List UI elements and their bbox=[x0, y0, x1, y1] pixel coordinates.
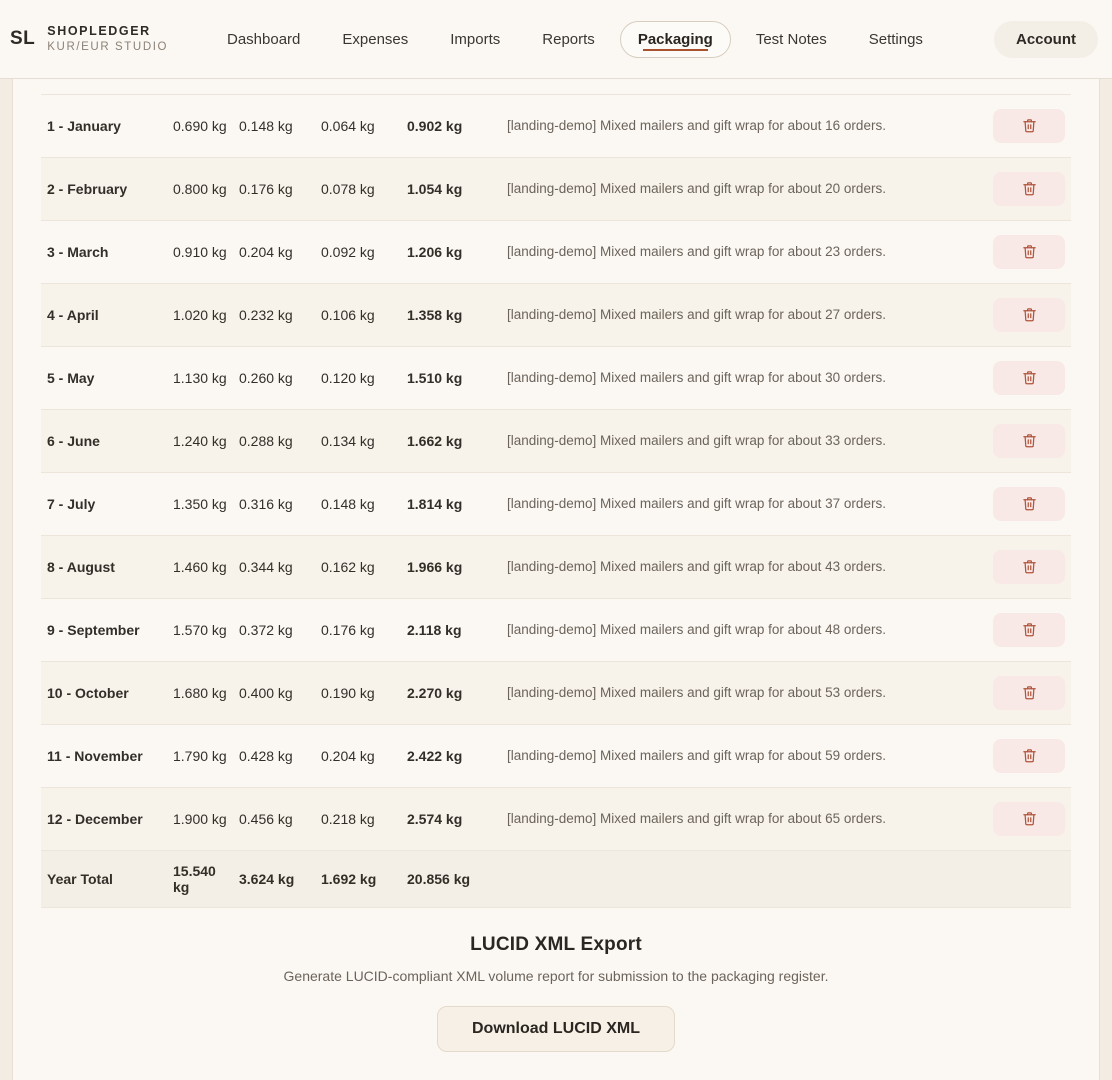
table-row bbox=[41, 220, 1071, 283]
table-row bbox=[41, 94, 1071, 157]
trash-icon bbox=[1022, 622, 1037, 637]
table-row bbox=[41, 409, 1071, 472]
cell-total: 1.358 kg bbox=[401, 283, 501, 346]
cell-total: 1.054 kg bbox=[401, 157, 501, 220]
cell-other: 0.218 kg bbox=[315, 787, 401, 850]
cell-actions bbox=[961, 346, 1071, 409]
delete-row-button[interactable] bbox=[993, 613, 1065, 647]
cell-paper: 0.800 kg bbox=[167, 157, 233, 220]
trash-icon bbox=[1022, 811, 1037, 826]
nav-links bbox=[210, 21, 994, 58]
cell-month: 6 - June bbox=[41, 409, 167, 472]
cell-actions bbox=[961, 724, 1071, 787]
cell-other: 0.106 kg bbox=[315, 283, 401, 346]
brand-logo[interactable] bbox=[0, 24, 210, 54]
table-row bbox=[41, 724, 1071, 787]
cell-paper: 1.900 kg bbox=[167, 787, 233, 850]
cell-other: 0.134 kg bbox=[315, 409, 401, 472]
cell-month: 12 - December bbox=[41, 787, 167, 850]
cell-note: [landing-demo] Mixed mailers and gift wrap for about 23 orders. bbox=[501, 220, 961, 283]
cell-month: 3 - March bbox=[41, 220, 167, 283]
delete-row-button[interactable] bbox=[993, 676, 1065, 710]
cell-plastic: 0.372 kg bbox=[233, 598, 315, 661]
cell-month: 9 - September bbox=[41, 598, 167, 661]
cell-plastic: 0.428 kg bbox=[233, 724, 315, 787]
cell-plastic: 0.148 kg bbox=[233, 94, 315, 157]
cell-paper: 1.020 kg bbox=[167, 283, 233, 346]
totals-paper: 15.540 kg bbox=[167, 850, 233, 907]
cell-plastic: 0.316 kg bbox=[233, 472, 315, 535]
cell-paper: 1.680 kg bbox=[167, 661, 233, 724]
cell-other: 0.176 kg bbox=[315, 598, 401, 661]
table-row bbox=[41, 346, 1071, 409]
cell-note: [landing-demo] Mixed mailers and gift wrap for about 27 orders. bbox=[501, 283, 961, 346]
nav-link-imports[interactable]: Imports bbox=[450, 30, 501, 48]
cell-month: 7 - July bbox=[41, 472, 167, 535]
cell-month: 2 - February bbox=[41, 157, 167, 220]
trash-icon bbox=[1022, 559, 1037, 574]
cell-note: [landing-demo] Mixed mailers and gift wrap for about 53 orders. bbox=[501, 661, 961, 724]
brand-mark: SL bbox=[10, 28, 36, 49]
cell-total: 1.510 kg bbox=[401, 346, 501, 409]
delete-row-button[interactable] bbox=[993, 361, 1065, 395]
cell-total: 2.574 kg bbox=[401, 787, 501, 850]
trash-icon bbox=[1022, 370, 1037, 385]
cell-paper: 1.240 kg bbox=[167, 409, 233, 472]
cell-plastic: 0.232 kg bbox=[233, 283, 315, 346]
delete-row-button[interactable] bbox=[993, 739, 1065, 773]
cell-actions bbox=[961, 94, 1071, 157]
cell-month: 8 - August bbox=[41, 535, 167, 598]
cell-other: 0.148 kg bbox=[315, 472, 401, 535]
trash-icon bbox=[1022, 433, 1037, 448]
delete-row-button[interactable] bbox=[993, 550, 1065, 584]
totals-other: 1.692 kg bbox=[315, 850, 401, 907]
cell-other: 0.078 kg bbox=[315, 157, 401, 220]
cell-other: 0.162 kg bbox=[315, 535, 401, 598]
cell-month: 1 - January bbox=[41, 94, 167, 157]
nav-link-packaging[interactable]: Packaging bbox=[620, 21, 731, 58]
totals-actions bbox=[961, 850, 1071, 907]
trash-icon bbox=[1022, 307, 1037, 322]
table-top-spacer bbox=[41, 79, 1071, 94]
packaging-table-wrap bbox=[41, 79, 1071, 1080]
table-row bbox=[41, 787, 1071, 850]
cell-other: 0.092 kg bbox=[315, 220, 401, 283]
cell-actions bbox=[961, 472, 1071, 535]
cell-actions bbox=[961, 283, 1071, 346]
nav-link-expenses[interactable]: Expenses bbox=[342, 30, 409, 48]
table-row bbox=[41, 283, 1071, 346]
trash-icon bbox=[1022, 244, 1037, 259]
cell-note: [landing-demo] Mixed mailers and gift wrap for about 30 orders. bbox=[501, 346, 961, 409]
cell-plastic: 0.176 kg bbox=[233, 157, 315, 220]
nav-link-dashboard[interactable]: Dashboard bbox=[227, 30, 301, 48]
cell-other: 0.204 kg bbox=[315, 724, 401, 787]
brand-subtitle: KUR/EUR STUDIO bbox=[47, 40, 169, 53]
totals-label: Year Total bbox=[41, 850, 167, 907]
cell-actions bbox=[961, 661, 1071, 724]
cell-actions bbox=[961, 220, 1071, 283]
cell-plastic: 0.260 kg bbox=[233, 346, 315, 409]
cell-month: 10 - October bbox=[41, 661, 167, 724]
cell-month: 11 - November bbox=[41, 724, 167, 787]
cell-paper: 0.910 kg bbox=[167, 220, 233, 283]
cell-actions bbox=[961, 787, 1071, 850]
table-row bbox=[41, 472, 1071, 535]
cell-total: 2.422 kg bbox=[401, 724, 501, 787]
brand-name: SHOPLEDGER bbox=[47, 24, 151, 38]
cell-plastic: 0.456 kg bbox=[233, 787, 315, 850]
delete-row-button[interactable] bbox=[993, 298, 1065, 332]
cell-note: [landing-demo] Mixed mailers and gift wrap for about 43 orders. bbox=[501, 535, 961, 598]
trash-icon bbox=[1022, 748, 1037, 763]
packaging-register-table bbox=[41, 79, 1071, 907]
cell-note: [landing-demo] Mixed mailers and gift wrap for about 65 orders. bbox=[501, 787, 961, 850]
cell-note: [landing-demo] Mixed mailers and gift wrap for about 16 orders. bbox=[501, 94, 961, 157]
account-button[interactable]: Account bbox=[994, 21, 1098, 58]
export-title: LUCID XML Export bbox=[470, 933, 642, 955]
cell-plastic: 0.344 kg bbox=[233, 535, 315, 598]
top-navbar bbox=[0, 0, 1112, 79]
totals-plastic: 3.624 kg bbox=[233, 850, 315, 907]
brand-text bbox=[47, 24, 168, 54]
trash-icon bbox=[1022, 118, 1037, 133]
nav-link-reports[interactable]: Reports bbox=[542, 30, 595, 48]
cell-paper: 1.460 kg bbox=[167, 535, 233, 598]
cell-other: 0.064 kg bbox=[315, 94, 401, 157]
cell-note: [landing-demo] Mixed mailers and gift wrap for about 20 orders. bbox=[501, 157, 961, 220]
cell-total: 1.662 kg bbox=[401, 409, 501, 472]
cell-total: 1.814 kg bbox=[401, 472, 501, 535]
cell-note: [landing-demo] Mixed mailers and gift wrap for about 37 orders. bbox=[501, 472, 961, 535]
cell-month: 4 - April bbox=[41, 283, 167, 346]
cell-paper: 1.570 kg bbox=[167, 598, 233, 661]
cell-note: [landing-demo] Mixed mailers and gift wrap for about 59 orders. bbox=[501, 724, 961, 787]
cell-total: 1.966 kg bbox=[401, 535, 501, 598]
cell-note: [landing-demo] Mixed mailers and gift wrap for about 48 orders. bbox=[501, 598, 961, 661]
cell-actions bbox=[961, 157, 1071, 220]
table-row bbox=[41, 661, 1071, 724]
trash-icon bbox=[1022, 181, 1037, 196]
totals-note bbox=[501, 850, 961, 907]
totals-total: 20.856 kg bbox=[401, 850, 501, 907]
cell-actions bbox=[961, 409, 1071, 472]
delete-row-button[interactable] bbox=[993, 109, 1065, 143]
delete-row-button[interactable] bbox=[993, 172, 1065, 206]
export-subtitle: Generate LUCID-compliant XML volume report for submission to the packaging register. bbox=[283, 967, 829, 984]
nav-link-settings[interactable]: Settings bbox=[868, 30, 923, 48]
cell-plastic: 0.204 kg bbox=[233, 220, 315, 283]
cell-total: 1.206 kg bbox=[401, 220, 501, 283]
cell-other: 0.190 kg bbox=[315, 661, 401, 724]
table-row bbox=[41, 157, 1071, 220]
cell-paper: 1.130 kg bbox=[167, 346, 233, 409]
cell-total: 0.902 kg bbox=[401, 94, 501, 157]
packaging-table-body bbox=[41, 79, 1071, 907]
nav-link-test-notes[interactable]: Test Notes bbox=[755, 30, 827, 48]
cell-plastic: 0.400 kg bbox=[233, 661, 315, 724]
trash-icon bbox=[1022, 496, 1037, 511]
cell-total: 2.270 kg bbox=[401, 661, 501, 724]
cell-actions bbox=[961, 598, 1071, 661]
delete-row-button[interactable] bbox=[993, 487, 1065, 521]
delete-row-button[interactable] bbox=[993, 802, 1065, 836]
cell-paper: 0.690 kg bbox=[167, 94, 233, 157]
packaging-panel bbox=[12, 79, 1100, 1080]
cell-total: 2.118 kg bbox=[401, 598, 501, 661]
table-row bbox=[41, 535, 1071, 598]
delete-row-button[interactable] bbox=[993, 235, 1065, 269]
delete-row-button[interactable] bbox=[993, 424, 1065, 458]
table-row bbox=[41, 598, 1071, 661]
cell-month: 5 - May bbox=[41, 346, 167, 409]
cell-paper: 1.790 kg bbox=[167, 724, 233, 787]
totals-row bbox=[41, 850, 1071, 907]
cell-plastic: 0.288 kg bbox=[233, 409, 315, 472]
cell-note: [landing-demo] Mixed mailers and gift wrap for about 33 orders. bbox=[501, 409, 961, 472]
cell-paper: 1.350 kg bbox=[167, 472, 233, 535]
cell-other: 0.120 kg bbox=[315, 346, 401, 409]
lucid-export-section bbox=[41, 907, 1071, 1052]
trash-icon bbox=[1022, 685, 1037, 700]
download-lucid-xml-button[interactable]: Download LUCID XML bbox=[437, 1006, 675, 1052]
cell-actions bbox=[961, 535, 1071, 598]
